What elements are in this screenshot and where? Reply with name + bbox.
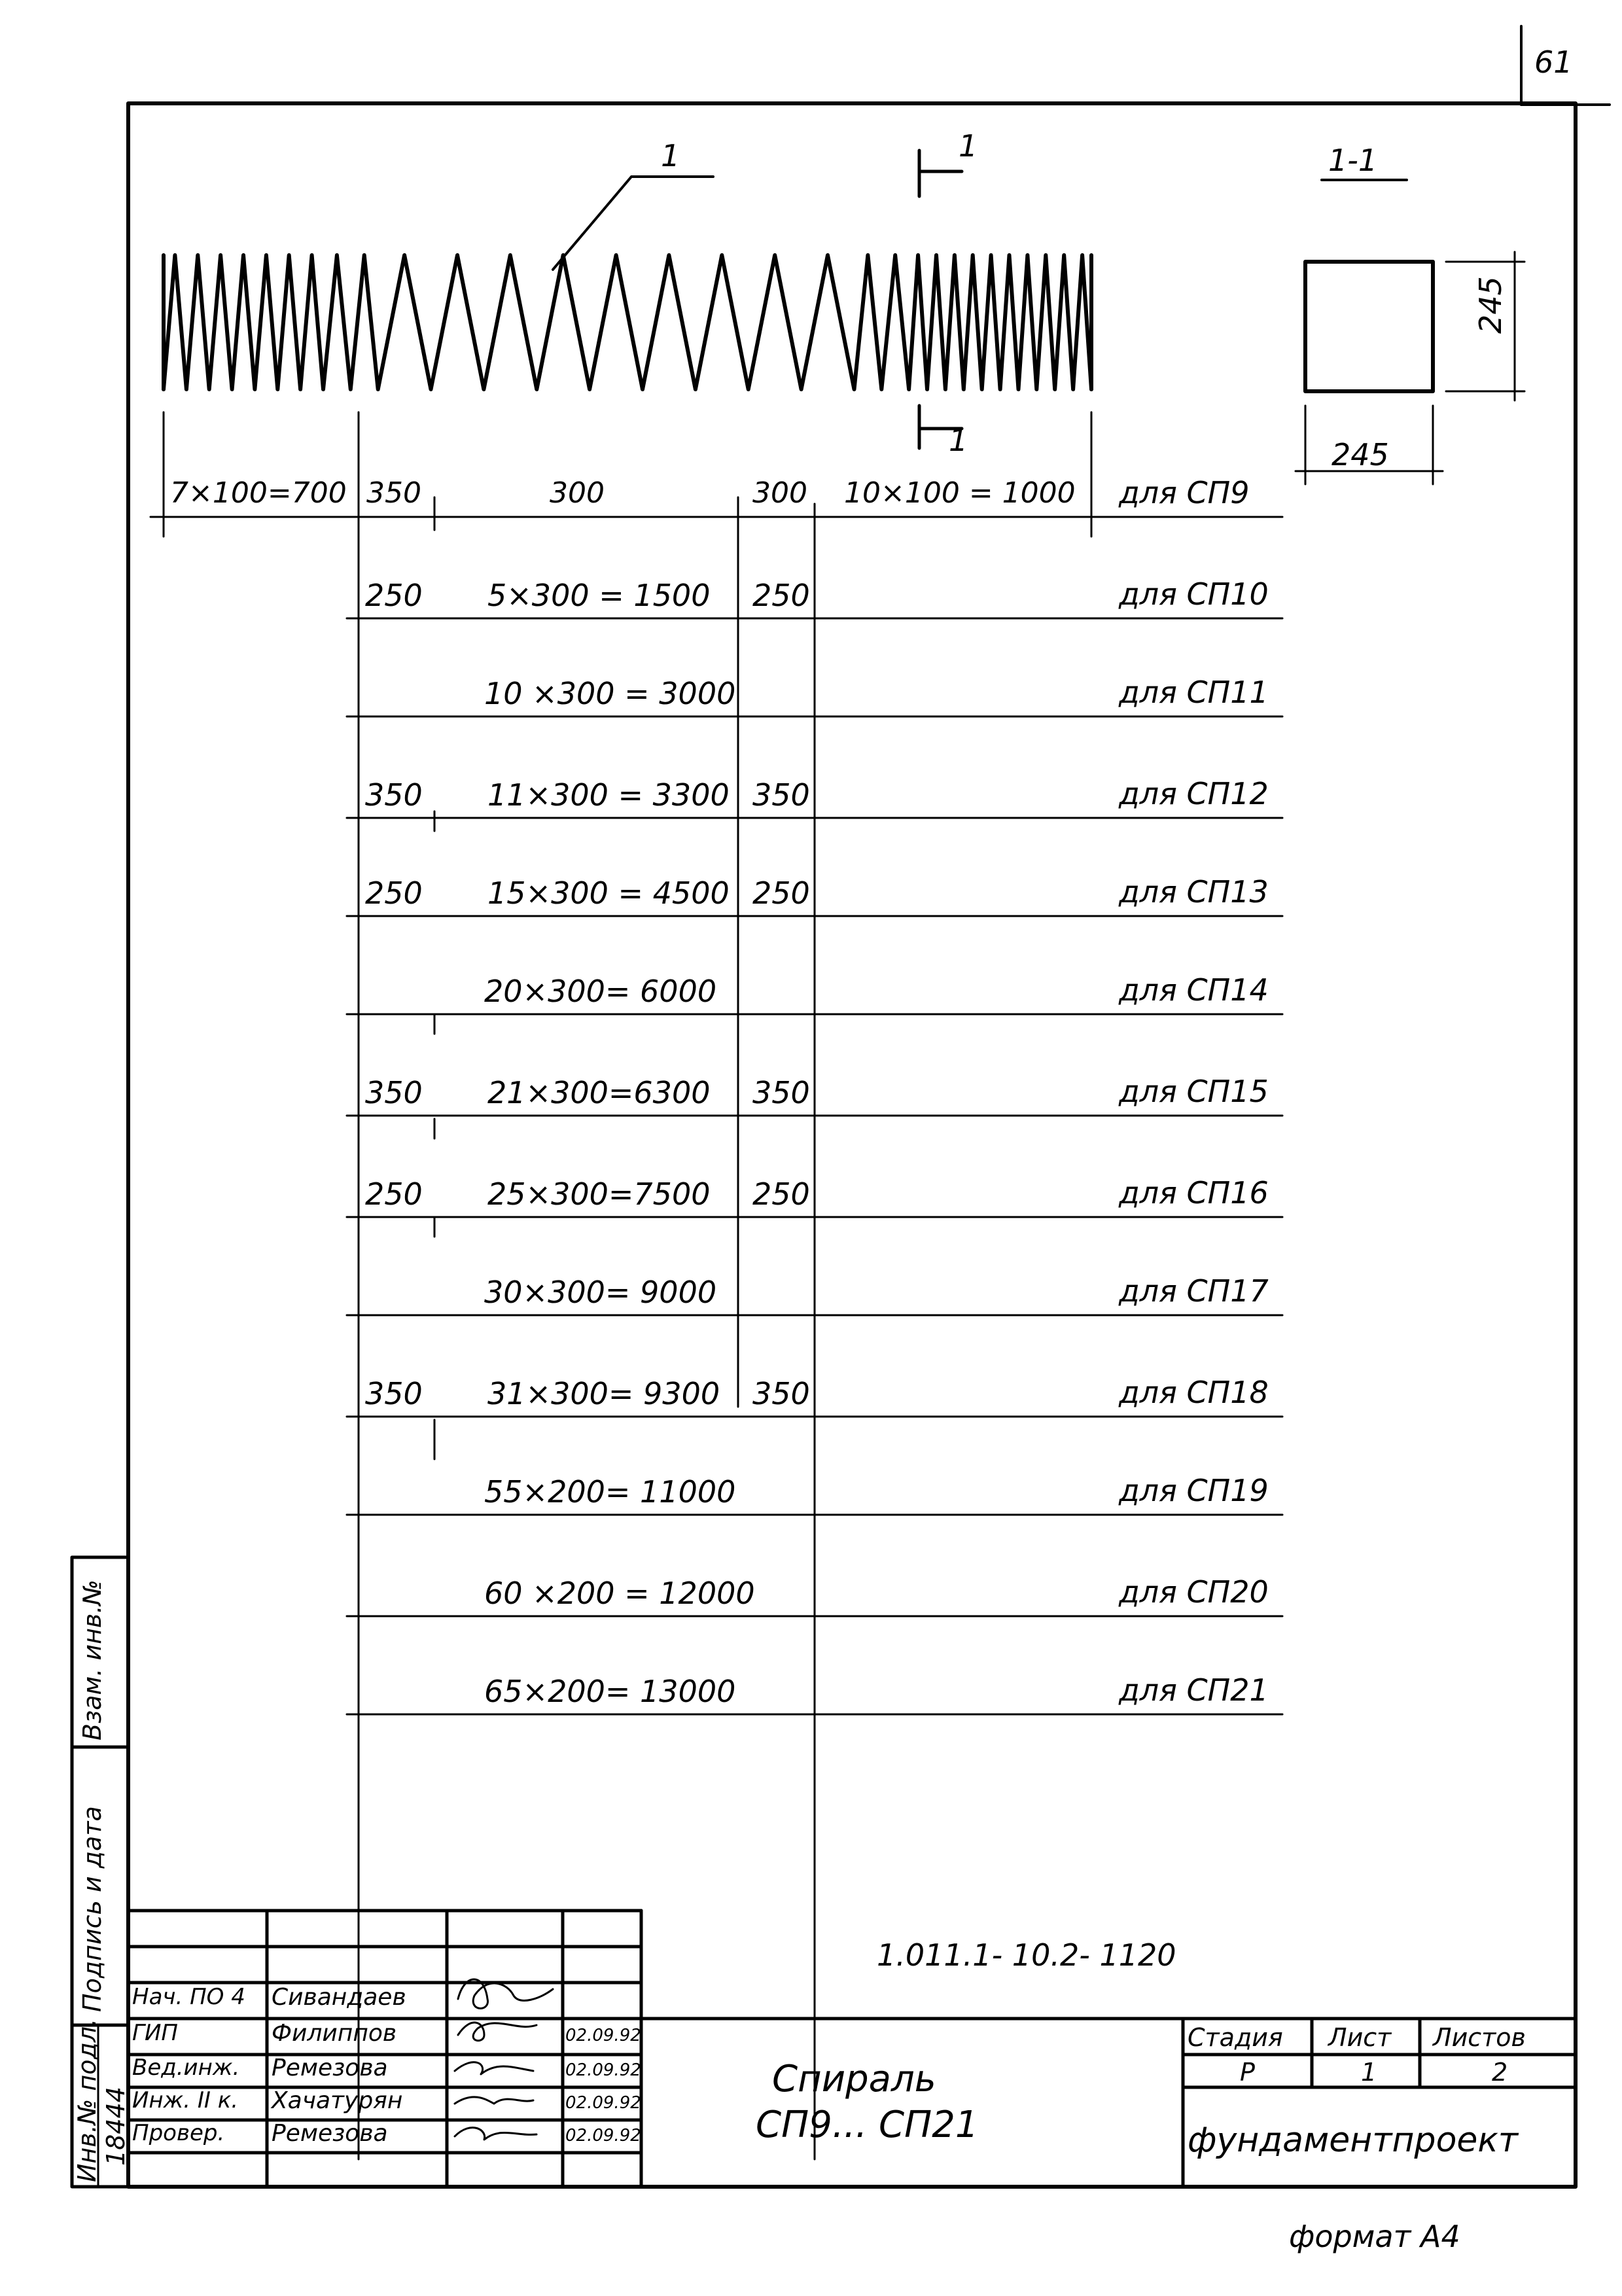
- row-label: для СП19: [1119, 1473, 1269, 1508]
- staff-name: Ремезова: [272, 2055, 388, 2081]
- staff-date: 02.09.92: [565, 2060, 641, 2080]
- format-label: формат А4: [1289, 2219, 1460, 2254]
- dimension-part: 350: [366, 476, 421, 510]
- staff-name: Ремезова: [272, 2120, 388, 2147]
- staff-name: Филиппов: [272, 2020, 397, 2047]
- stage-value: Р: [1240, 2058, 1255, 2087]
- section-title: 1-1: [1328, 143, 1378, 178]
- sheets-header: Листов: [1433, 2023, 1526, 2052]
- dimension-part: 350: [365, 1075, 423, 1110]
- signature-marks: [455, 1979, 553, 2140]
- dimension-part: 250: [752, 875, 810, 911]
- row-label: для СП10: [1119, 576, 1269, 612]
- stamp-podpis-data: Подпись и дата: [78, 1806, 107, 2012]
- dimension-part: 350: [365, 777, 423, 813]
- document-title-line2: СП9... СП21: [756, 2104, 979, 2146]
- dimension-part: 7×100=700: [170, 476, 347, 510]
- sheet-header: Лист: [1328, 2023, 1392, 2052]
- dimension-total: 30×300= 9000: [484, 1275, 717, 1310]
- spiral-drawing: [164, 255, 1091, 389]
- staff-role: Провер.: [132, 2120, 225, 2146]
- dimension-part: 350: [752, 1075, 810, 1110]
- dimension-part: 10×100 = 1000: [844, 476, 1076, 510]
- staff-date: 02.09.92: [565, 2093, 641, 2113]
- stamp-inv-podl: Инв.№ подл.: [73, 2018, 101, 2182]
- row-label: для СП17: [1119, 1273, 1269, 1309]
- staff-name: Хачатурян: [272, 2087, 403, 2114]
- staff-role: Нач. ПО 4: [132, 1984, 245, 2010]
- callout-1-label: 1: [661, 138, 680, 173]
- row-label: для СП15: [1119, 1074, 1269, 1109]
- row-label: для СП13: [1119, 874, 1269, 910]
- dimension-part: 250: [365, 1176, 423, 1212]
- staff-role: Инж. II к.: [132, 2087, 239, 2113]
- dimension-part: 5×300 = 1500: [487, 578, 711, 613]
- section-dim-vertical: 245: [1473, 276, 1508, 334]
- staff-date: 02.09.92: [565, 2026, 641, 2045]
- staff-role: ГИП: [132, 2020, 178, 2046]
- dimension-part: 11×300 = 3300: [487, 777, 730, 813]
- dimension-total: 65×200= 13000: [484, 1674, 736, 1709]
- sheet-value: 1: [1361, 2058, 1377, 2087]
- stamp-inv-number: 18444: [101, 2087, 130, 2166]
- dimension-part: 15×300 = 4500: [487, 875, 730, 911]
- staff-name: Сивандаев: [272, 1984, 406, 2011]
- staff-role: Вед.инж.: [132, 2055, 240, 2081]
- dimension-part: 25×300=7500: [487, 1176, 711, 1212]
- row-label: для СП21: [1119, 1672, 1269, 1708]
- dimension-part: 350: [752, 1376, 810, 1411]
- dimension-total: 20×300= 6000: [484, 974, 717, 1009]
- row-label: для СП12: [1119, 776, 1269, 811]
- dimension-total: 60 ×200 = 12000: [484, 1576, 755, 1611]
- dimension-part: 250: [752, 578, 810, 613]
- organization: фундаментпроект: [1188, 2121, 1519, 2160]
- section-mark-bottom: 1: [949, 423, 968, 458]
- dimension-total: 10 ×300 = 3000: [484, 676, 736, 711]
- dimension-part: 300: [550, 476, 605, 510]
- document-title-line1: Спираль: [772, 2058, 936, 2100]
- row-label: для СП9: [1119, 475, 1250, 510]
- stage-header: Стадия: [1188, 2023, 1283, 2052]
- dimension-part: 21×300=6300: [487, 1075, 711, 1110]
- section-mark-top: 1: [959, 128, 978, 164]
- dimension-part: 350: [752, 777, 810, 813]
- dimension-part: 250: [365, 875, 423, 911]
- section-dim-horizontal: 245: [1331, 437, 1389, 472]
- dimension-part: 350: [365, 1376, 423, 1411]
- row-label: для СП18: [1119, 1375, 1269, 1410]
- sheets-value: 2: [1492, 2058, 1508, 2087]
- row-label: для СП20: [1119, 1574, 1269, 1610]
- dimension-part: 300: [752, 476, 807, 510]
- dimension-part: 31×300= 9300: [487, 1376, 720, 1411]
- row-label: для СП14: [1119, 972, 1269, 1008]
- dimension-total: 55×200= 11000: [484, 1474, 736, 1510]
- document-code: 1.011.1- 10.2- 1120: [877, 1937, 1176, 1973]
- dimension-part: 250: [752, 1176, 810, 1212]
- dimension-part: 250: [365, 578, 423, 613]
- page-number: 61: [1534, 44, 1573, 80]
- row-label: для СП16: [1119, 1175, 1269, 1210]
- stamp-vzam-inv: Взам. инв.№: [78, 1580, 107, 1740]
- staff-date: 02.09.92: [565, 2126, 641, 2146]
- row-label: для СП11: [1119, 675, 1269, 710]
